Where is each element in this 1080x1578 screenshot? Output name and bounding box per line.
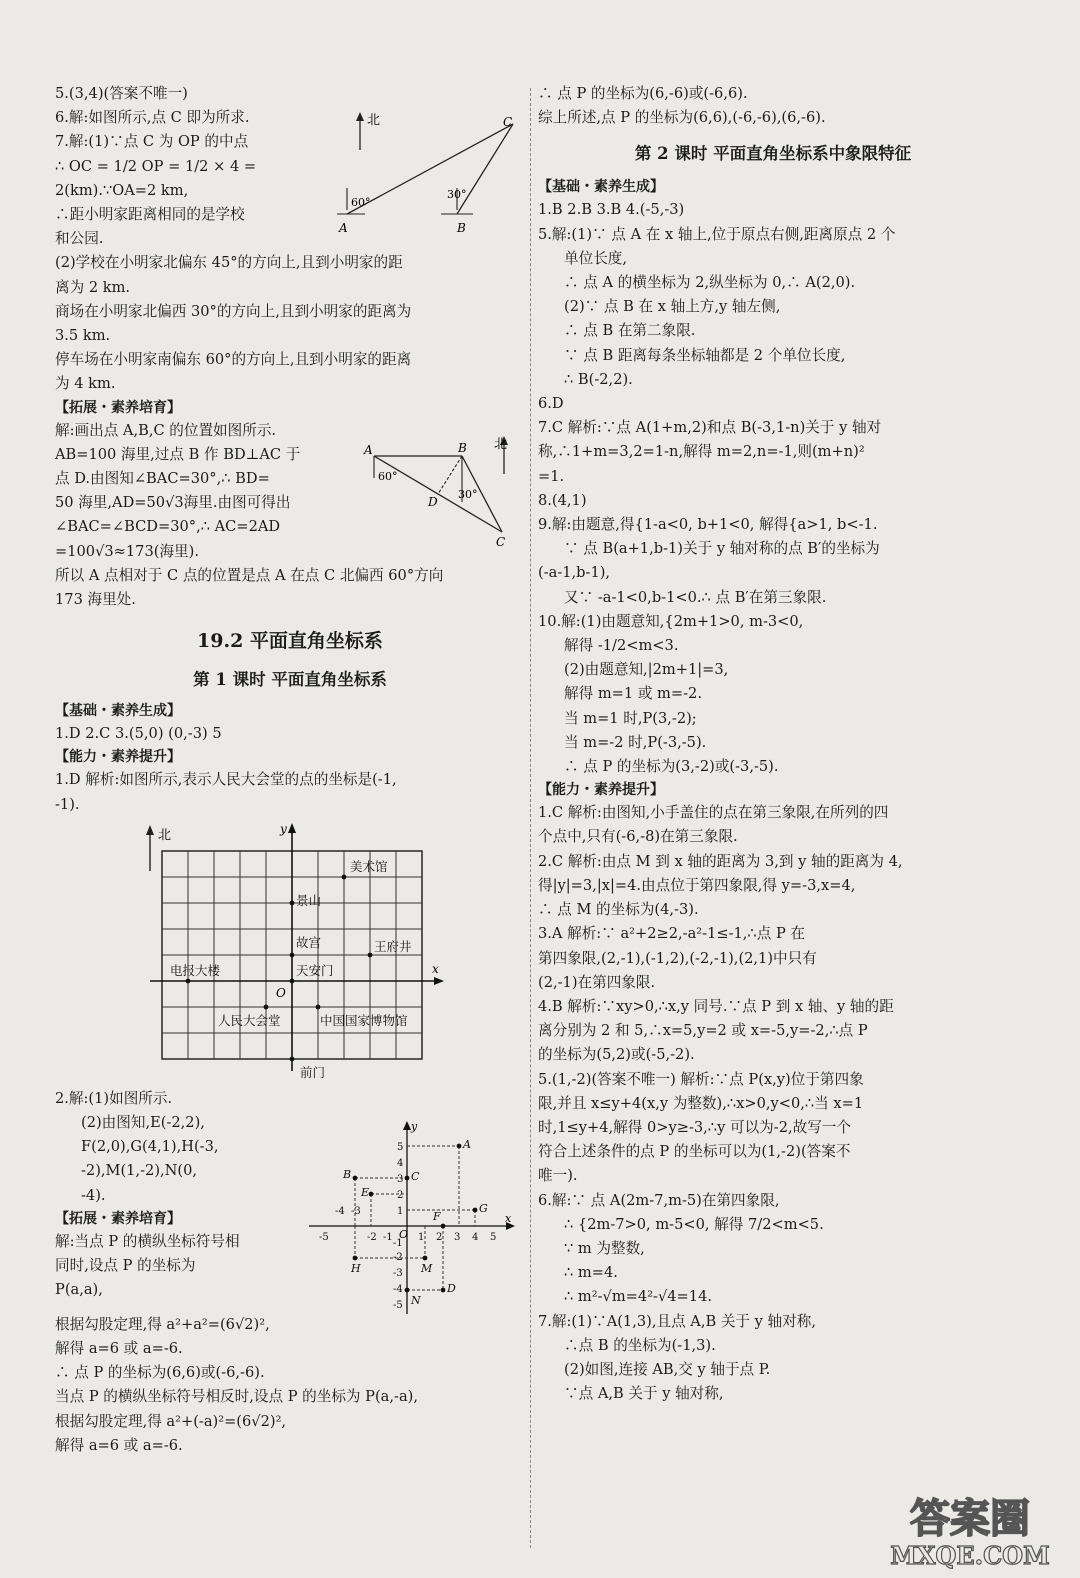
point-label: B bbox=[343, 1168, 352, 1181]
text-line: (2,-1)在第四象限. bbox=[538, 973, 656, 991]
y-tick: -5 bbox=[393, 1300, 403, 1311]
dot bbox=[316, 1004, 321, 1009]
text-line: ∴点 B 的坐标为(-1,3). bbox=[564, 1336, 716, 1354]
answer-block-basic bbox=[538, 198, 1008, 779]
place-label: 故宫 bbox=[296, 934, 322, 950]
text-line: 当点 P 的横纵坐标符号相反时,设点 P 的坐标为 P(a,-a), bbox=[55, 1388, 418, 1406]
text-line: 的坐标为(5,2)或(-5,-2). bbox=[538, 1046, 695, 1064]
direction-figure-2 bbox=[362, 432, 522, 550]
text-line: 5.(3,4)(答案不唯一) bbox=[55, 85, 188, 102]
dot bbox=[290, 1056, 295, 1061]
place-label: 人民大会堂 bbox=[218, 1012, 281, 1028]
text-line: ∴ B(-2,2). bbox=[564, 370, 633, 388]
text-line: 1.D 2.C 3.(5,0) (0,-3) 5 bbox=[55, 725, 222, 743]
segment-ac bbox=[347, 124, 513, 214]
place-label: 美术馆 bbox=[350, 858, 388, 874]
map-grid-figure bbox=[140, 821, 520, 1083]
point-label: G bbox=[479, 1202, 488, 1215]
text-line: ∵ m 为整数, bbox=[564, 1239, 645, 1257]
place-label: 景山 bbox=[296, 892, 322, 908]
x-tick: 5 bbox=[490, 1232, 497, 1243]
point bbox=[473, 1208, 478, 1213]
text-line: ∴ {2m-7>0, m-5<0, 解得 7/2<m<5. bbox=[564, 1215, 824, 1233]
text-line: 解:当点 P 的横纵坐标符号相 bbox=[55, 1232, 240, 1250]
x-tick: -2 bbox=[367, 1232, 377, 1243]
y-axis-label: y bbox=[411, 1120, 418, 1133]
x-tick: -4 bbox=[335, 1206, 345, 1217]
point bbox=[441, 1288, 446, 1293]
point-label: E bbox=[361, 1186, 370, 1199]
text-line: 3.5 km. bbox=[55, 327, 111, 345]
text-line: ∴ m=4. bbox=[564, 1264, 618, 1282]
point bbox=[405, 1288, 410, 1293]
point bbox=[457, 1144, 462, 1149]
text-line: 根据勾股定理,得 a²+a²=(6√2)², bbox=[55, 1315, 270, 1333]
point bbox=[441, 1224, 446, 1229]
text-line: 同时,设点 P 的坐标为 bbox=[55, 1257, 196, 1275]
lesson-heading: 第 1 课时 平面直角坐标系 bbox=[193, 670, 387, 690]
text-line: 符合上述条件的点 P 的坐标可以为(1,-2)(答案不 bbox=[538, 1143, 851, 1161]
text-line: 第四象限,(2,-1),(-1,2),(-2,-1),(2,1)中只有 bbox=[538, 949, 817, 967]
text-line: 7.C 解析:∵点 A(1+m,2)和点 B(-3,1-n)关于 y 轴对 bbox=[538, 419, 882, 437]
plotted-points bbox=[342, 1138, 488, 1307]
point bbox=[423, 1256, 428, 1261]
text-line: 7.解:(1)∵A(1,3),且点 A,B 关于 y 轴对称, bbox=[538, 1312, 816, 1330]
x-axis-label: x bbox=[505, 1212, 512, 1225]
y-tick: -4 bbox=[393, 1284, 403, 1295]
text-line: ∠BAC=∠BCD=30°,∴ AC=2AD bbox=[55, 518, 281, 536]
point-label: D bbox=[447, 1282, 456, 1295]
text-line: 单位长度, bbox=[564, 249, 628, 267]
origin-label: O bbox=[399, 1228, 409, 1241]
text-line: -4). bbox=[81, 1186, 106, 1204]
section-tag-jichu: 【基础・素养生成】 bbox=[55, 703, 181, 720]
text-line: -1). bbox=[55, 795, 80, 813]
text-line: 称,∴1+m=3,2=1-n,解得 m=2,n=-1,则(m+n)² bbox=[538, 443, 865, 461]
text-line: 9.解:由题意,得{1-a<0, b+1<0, 解得{a>1, b<-1. bbox=[538, 516, 878, 534]
text-line: 1.B 2.B 3.B 4.(-5,-3) bbox=[538, 201, 685, 219]
dot bbox=[342, 874, 347, 879]
text-line: 当 m=1 时,P(3,-2); bbox=[564, 709, 697, 727]
text-line: F(2,0),G(4,1),H(-3, bbox=[81, 1138, 219, 1156]
dot bbox=[368, 952, 373, 957]
text-line: ∴ 点 B 在第二象限. bbox=[564, 322, 696, 340]
text-line: ∵ 点 B 距离每条坐标轴都是 2 个单位长度, bbox=[564, 346, 846, 364]
text-line: 离为 2 km. bbox=[55, 278, 131, 296]
point-label: D bbox=[428, 495, 438, 509]
text-line: (-a-1,b-1), bbox=[538, 564, 611, 582]
text-line: ∴ 点 P 的坐标为(6,6)或(-6,-6). bbox=[55, 1364, 265, 1382]
dot bbox=[290, 952, 295, 957]
angle-label: 30° bbox=[447, 188, 467, 201]
x-tick: -5 bbox=[319, 1232, 329, 1243]
point-label: B bbox=[457, 221, 466, 235]
text-line: 得|y|=3,|x|=4.由点位于第四象限,得 y=-3,x=4, bbox=[538, 876, 856, 894]
text-line: 5.(1,-2)(答案不唯一) 解析:∵点 P(x,y)位于第四象 bbox=[538, 1070, 864, 1088]
text-line: 解得 a=6 或 a=-6. bbox=[55, 1436, 183, 1454]
x-tick: 2 bbox=[436, 1232, 443, 1243]
x-tick: 3 bbox=[454, 1232, 461, 1243]
guide-lines bbox=[355, 1146, 475, 1290]
axes bbox=[309, 1120, 515, 1314]
place-label: 王府井 bbox=[374, 938, 412, 954]
dot bbox=[186, 978, 191, 983]
text-line: ∵点 A,B 关于 y 轴对称, bbox=[564, 1385, 724, 1403]
coordinate-figure bbox=[305, 1118, 520, 1318]
text-line: 综上所述,点 P 的坐标为(6,6),(-6,-6),(6,-6). bbox=[538, 109, 826, 127]
text-line: 2.C 解析:由点 M 到 x 轴的距离为 3,到 y 轴的距离为 4, bbox=[538, 852, 903, 870]
text-line: 8.(4,1) bbox=[538, 491, 587, 509]
text-line: 离分别为 2 和 5,∴x=5,y=2 或 x=-5,y=-2,∴点 P bbox=[538, 1022, 868, 1040]
north-label: 北 bbox=[494, 437, 508, 452]
north-arrow bbox=[494, 436, 508, 474]
point bbox=[369, 1192, 374, 1197]
point bbox=[353, 1256, 358, 1261]
text-line: (2)学校在小明家北偏东 45°的方向上,且到小明家的距 bbox=[55, 254, 403, 272]
text-line: 解得 a=6 或 a=-6. bbox=[55, 1340, 183, 1358]
point bbox=[353, 1176, 358, 1181]
map-places bbox=[170, 859, 412, 1080]
point-label: C bbox=[411, 1170, 420, 1183]
text-line: 1.C 解析:由图知,小手盖住的点在第三象限,在所列的四 bbox=[538, 804, 889, 822]
text-line: 6.解:如图所示,点 C 即为所求. bbox=[55, 109, 250, 127]
point-label: F bbox=[433, 1210, 441, 1223]
y-tick: -1 bbox=[393, 1238, 403, 1249]
point-label: M bbox=[421, 1262, 433, 1275]
text-line: 6.解:∵ 点 A(2m-7,m-5)在第四象限, bbox=[538, 1191, 780, 1209]
dot bbox=[264, 1004, 269, 1009]
direction-figure-1 bbox=[335, 110, 520, 240]
angle-label: 60° bbox=[378, 470, 398, 483]
text-line: (2)如图,连接 AB,交 y 轴于点 P. bbox=[564, 1360, 771, 1378]
text-line: (2)∵ 点 B 在 x 轴上方,y 轴左侧, bbox=[564, 298, 781, 316]
text-line: 解得 m=1 或 m=-2. bbox=[564, 685, 702, 703]
point-label: C bbox=[503, 115, 513, 129]
y-tick: 1 bbox=[397, 1206, 404, 1217]
text-line: 时,1≤y+4,解得 0>y≥-3,∴y 可以为-2,故写一个 bbox=[538, 1118, 851, 1136]
text-line: 1.D 解析:如图所示,表示人民大会堂的点的坐标是(-1, bbox=[55, 771, 397, 789]
text-line: 点 D.由图知∠BAC=30°,∴ BD= bbox=[55, 470, 270, 488]
point-label: N bbox=[411, 1294, 421, 1307]
text-line: 10.解:(1)由题意知,{2m+1>0, m-3<0, bbox=[538, 612, 804, 630]
x-tick: 1 bbox=[418, 1232, 425, 1243]
x-tick: -3 bbox=[351, 1206, 361, 1217]
watermark-url: MXQE.COM bbox=[890, 1541, 1050, 1570]
text-line: 限,并且 x≤y+4(x,y 为整数),∴x>0,y<0,∴当 x=1 bbox=[538, 1094, 864, 1112]
text-line: 解得 -1/2<m<3. bbox=[564, 637, 679, 655]
point-label: B bbox=[458, 441, 467, 455]
place-label: 前门 bbox=[300, 1064, 326, 1080]
section-tag-tuozhan: 【拓展・素养培育】 bbox=[55, 1210, 181, 1227]
north-arrow bbox=[146, 825, 171, 871]
lesson-heading: 第 2 课时 平面直角坐标系中象限特征 bbox=[634, 144, 912, 164]
text-line: P(a,a), bbox=[55, 1281, 103, 1299]
text-line: ∴ 点 A 的横坐标为 2,纵坐标为 0,∴ A(2,0). bbox=[564, 274, 856, 292]
text-line: =1. bbox=[538, 467, 565, 485]
section-tag-nengli: 【能力・素养提升】 bbox=[55, 749, 181, 766]
x-tick: -1 bbox=[383, 1232, 393, 1243]
text-line: ∴ 点 P 的坐标为(3,-2)或(-3,-5). bbox=[564, 758, 779, 776]
text-line: 当 m=-2 时,P(-3,-5). bbox=[564, 733, 707, 751]
point-label: A bbox=[339, 221, 348, 235]
place-label: 天安门 bbox=[296, 962, 334, 978]
point-label: A bbox=[463, 1138, 471, 1151]
right-column bbox=[538, 82, 1008, 1406]
point-label: A bbox=[364, 443, 373, 457]
dot bbox=[290, 900, 295, 905]
y-tick: -3 bbox=[393, 1268, 403, 1279]
column-divider bbox=[530, 88, 531, 1548]
text-line: 为 4 km. bbox=[55, 375, 116, 393]
point bbox=[405, 1176, 410, 1181]
text-line: 根据勾股定理,得 a²+(-a)²=(6√2)², bbox=[55, 1412, 287, 1430]
north-label: 北 bbox=[367, 113, 381, 128]
text-line: 7.解:(1)∵点 C 为 OP 的中点 bbox=[55, 133, 249, 151]
text-line: AB=100 海里,过点 B 作 BD⊥AC 于 bbox=[55, 445, 301, 463]
y-tick: 5 bbox=[397, 1142, 404, 1153]
point-label: C bbox=[496, 535, 506, 549]
angle-label: 30° bbox=[458, 488, 478, 501]
y-tick: -2 bbox=[393, 1252, 403, 1263]
answer-block-ability bbox=[538, 801, 1008, 1406]
section-tag-tuozhan: 【拓展・素养培育】 bbox=[55, 399, 181, 416]
text-line: ∴ 点 M 的坐标为(4,-3). bbox=[538, 901, 699, 919]
text-line: ∴ m²-√m=4²-√4=14. bbox=[564, 1288, 712, 1306]
text-line: ∴ 点 P 的坐标为(6,-6)或(-6,6). bbox=[538, 85, 748, 102]
y-tick: 2 bbox=[397, 1190, 404, 1201]
text-line: 唯一). bbox=[538, 1167, 578, 1185]
text-line: 173 海里处. bbox=[55, 591, 136, 609]
section-tag-jichu: 【基础・素养生成】 bbox=[538, 179, 664, 196]
text-line: 和公园. bbox=[55, 230, 104, 248]
section-heading: 19.2 平面直角坐标系 bbox=[197, 630, 383, 653]
text-line: 个点中,只有(-6,-8)在第三象限. bbox=[538, 828, 738, 846]
watermark-logo bbox=[870, 1482, 1070, 1572]
text-line: 商场在小明家北偏西 30°的方向上,且到小明家的距离为 bbox=[55, 302, 412, 320]
text-line: (2)由图知,E(-2,2), bbox=[81, 1114, 205, 1132]
text-line: 停车场在小明家南偏东 60°的方向上,且到小明家的距离 bbox=[55, 351, 412, 369]
text-line: 3.A 解析:∵ a²+2≥2,-a²-1≤-1,∴点 P 在 bbox=[538, 925, 806, 943]
dot bbox=[290, 978, 295, 983]
text-line: ∴距小明家距离相同的是学校 bbox=[55, 206, 245, 224]
y-axis-label: y bbox=[280, 821, 287, 836]
text-line: ∴ OC = 1/2 OP = 1/2 × 4 = bbox=[55, 157, 257, 175]
north-arrow bbox=[356, 112, 380, 150]
text-line: 50 海里,AD=50√3海里.由图可得出 bbox=[55, 494, 291, 512]
x-axis-label: x bbox=[432, 961, 439, 976]
text-line: 5.解:(1)∵ 点 A 在 x 轴上,位于原点右侧,距离原点 2 个 bbox=[538, 225, 896, 243]
text-line: ∵ 点 B(a+1,b-1)关于 y 轴对称的点 B′的坐标为 bbox=[564, 540, 880, 558]
text-line: 4.B 解析:∵xy>0,∴x,y 同号.∵点 P 到 x 轴、y 轴的距 bbox=[538, 997, 894, 1015]
place-label: 电报大楼 bbox=[170, 962, 221, 978]
x-tick: 4 bbox=[472, 1232, 479, 1243]
y-tick: 3 bbox=[397, 1174, 404, 1185]
watermark-text: 答案圈 bbox=[910, 1495, 1030, 1542]
text-line: 又∵ -a-1<0,b-1<0.∴ 点 B′在第三象限. bbox=[564, 588, 827, 606]
text-line: -2),M(1,-2),N(0, bbox=[81, 1162, 198, 1180]
y-tick: 4 bbox=[397, 1158, 404, 1169]
answer-block-tuozhan-2 bbox=[55, 1313, 525, 1458]
text-line: 解:画出点 A,B,C 的位置如图所示. bbox=[55, 421, 277, 439]
text-line: 6.D bbox=[538, 395, 564, 413]
text-line: 2(km).∵OA=2 km, bbox=[55, 181, 189, 199]
place-label: 中国国家博物馆 bbox=[320, 1012, 408, 1028]
angle-label: 60° bbox=[351, 196, 371, 209]
section-tag-nengli: 【能力・素养提升】 bbox=[538, 782, 664, 799]
north-label: 北 bbox=[158, 827, 172, 843]
text-line: (2)由题意知,|2m+1|=3, bbox=[564, 661, 729, 679]
point-label: H bbox=[351, 1262, 361, 1275]
text-line: =100√3≈173(海里). bbox=[55, 542, 199, 560]
origin-label: O bbox=[276, 985, 286, 1000]
text-line: 所以 A 点相对于 C 点的位置是点 A 在点 C 北偏西 60°方向 bbox=[55, 566, 444, 584]
text-line: 2.解:(1)如图所示. bbox=[55, 1089, 173, 1107]
